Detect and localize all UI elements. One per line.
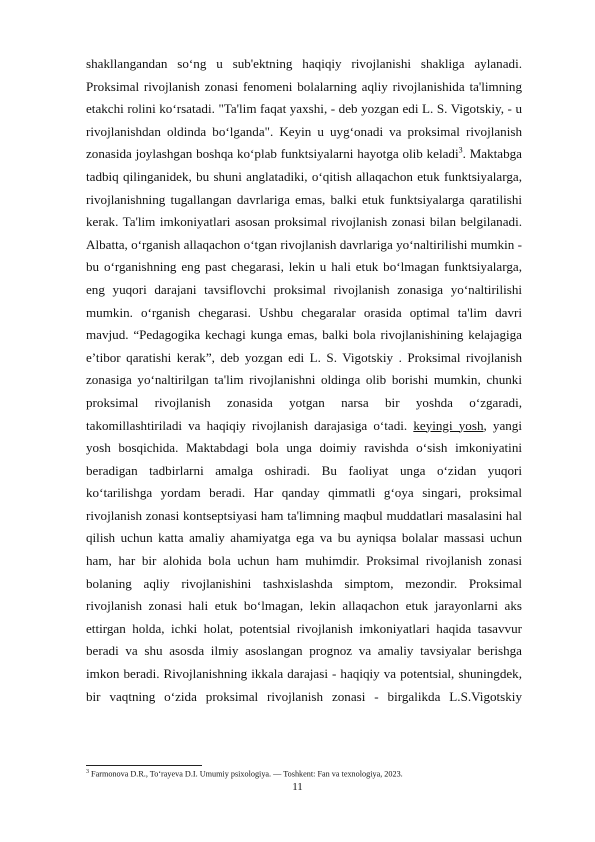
body-text bbox=[86, 53, 522, 708]
text-segment: zonasida joylashgan boshqa ko‘plab funktsiyalarni hayotga olib keladi bbox=[86, 146, 459, 162]
text-line: shakllangandan so‘ng u sub'ektning haqiqiy rivojlanishi shakliga aylanadi. bbox=[86, 56, 522, 71]
footnote-marker: 3 bbox=[86, 769, 89, 775]
text-line: imkon beradi. Rivojlanishning ikkala darajasi - haqiqiy va potentsial, shuningdek, bbox=[86, 666, 522, 682]
text-line: bir vaqtning o‘zida proksimal rivojlanish zonasi - birgalikda L.S.Vigotskiy bbox=[86, 688, 522, 704]
text-segment: , yangi bbox=[483, 417, 522, 433]
text-line: qilish uchun katta amaliy ahamiyatga ega va bu ayniqsa bolalar massasi uchun bbox=[86, 530, 522, 546]
text-line: ham, har bir alohida bola uchun ham muhimdir. Proksimal rivojlanish zonasi bbox=[86, 553, 522, 569]
text-segment: . Maktabga bbox=[462, 146, 522, 162]
text-line: ettirgan holda, ichki holat, potentsial rivojlanish imkoniyatlari haqida tasavvur bbox=[86, 620, 522, 636]
text-line: etakchi rolini ko‘rsatadi. "Ta'lim faqat yaxshi, - deb yozgan edi L. S. Vigotskiy, - u bbox=[86, 101, 522, 117]
text-line: Albatta, o‘rganish allaqachon o‘tgan rivojlanish davrlariga yo‘naltirilishi mumkin - bbox=[86, 236, 522, 252]
text-segment: takomillashtiriladi va haqiqiy rivojlanish darajasiga o‘tadi. bbox=[86, 417, 408, 433]
text-line: zonasiga yo‘naltirilgan ta'lim rivojlanishni oldinga olib borishi mumkin, chunki bbox=[86, 372, 522, 388]
text-line: proksimal rivojlanish zonasida yotgan narsa bir yoshda o‘zgaradi, bbox=[86, 394, 522, 410]
text-line: mumkin. o‘rganish chegarasi. Ushbu chegaralar orasida optimal ta'lim davri bbox=[86, 304, 522, 320]
page-number: 11 bbox=[292, 781, 303, 793]
text-line: Proksimal rivojlanish zonasi fenomeni bolalarning aqliy rivojlanishida ta'limning bbox=[86, 78, 522, 94]
text-line: yosh bosqichida. Maktabdagi bola unga doimiy ravishda o‘sish imkoniyatini bbox=[86, 440, 522, 456]
text-line: tadbiq qilinganidek, bu shuni anglatadiki, o‘qitish allaqachon etuk funktsiyalarga, bbox=[86, 168, 522, 184]
text-line: bolaning aqliy rivojlanishini tashxislashda simptom, mezondir. Proksimal bbox=[86, 575, 522, 591]
text-line: beradi va shu asosda ilmiy asoslangan prognoz va amaliy tavsiyalar berishga bbox=[86, 643, 522, 659]
text-line: rivojlanish zonasi kontseptsiyasi ham ta'limning maqbul muddatlari masalasini hal bbox=[86, 507, 522, 523]
text-line: mavjud. “Pedagogika kechagi kunga emas, balki bola rivojlanishining kelajagiga bbox=[86, 327, 522, 343]
text-line: rivojlanishdan oldinda bo‘lganda". Keyin u uyg‘onadi va proksimal rivojlanish bbox=[86, 123, 522, 139]
text-line: ko‘tarilishga yordam beradi. Har qanday qimmatli g‘oya singari, proksimal bbox=[86, 485, 522, 501]
footnote-reference[interactable]: 3 bbox=[458, 146, 463, 156]
keyingi-yosh-link[interactable]: keyingi yosh bbox=[413, 417, 484, 433]
footnote-text: Farmonova D.R., To‘rayeva D.I. Umumiy psixologiya. — Toshkent: Fan va texnologiya, 2023. bbox=[89, 769, 403, 779]
text-line: rivojlanish zonasi hali etuk bo‘lmagan, lekin allaqachon etuk jarayonlarni aks bbox=[86, 598, 522, 614]
footnote bbox=[86, 766, 526, 781]
text-line: bu o‘rganishning eng past chegarasi, lekin u hali etuk bo‘lmagan funktsiyalarga, bbox=[86, 259, 522, 275]
text-line: kerak. Ta'lim imkoniyatlari asosan proksimal rivojlanish zonasi bilan belgilanadi. bbox=[86, 214, 522, 230]
text-line bbox=[86, 143, 522, 166]
text-line: e’tibor qaratishi kerak”, deb yozgan edi L. S. Vigotskiy . Proksimal rivojlanish bbox=[86, 349, 522, 365]
text-line: rivojlanishning tugallangan davrlariga emas, balki etuk funktsiyalarga qaratilishi bbox=[86, 191, 522, 207]
text-line: beradigan tadbirlarni amalga oshiradi. Bu faoliyat unga o‘zidan yuqori bbox=[86, 462, 522, 478]
text-line: eng yuqori darajani tavsiflovchi proksimal rivojlanish zonasiga yo‘naltirilishi bbox=[86, 281, 522, 297]
text-line bbox=[86, 415, 522, 438]
